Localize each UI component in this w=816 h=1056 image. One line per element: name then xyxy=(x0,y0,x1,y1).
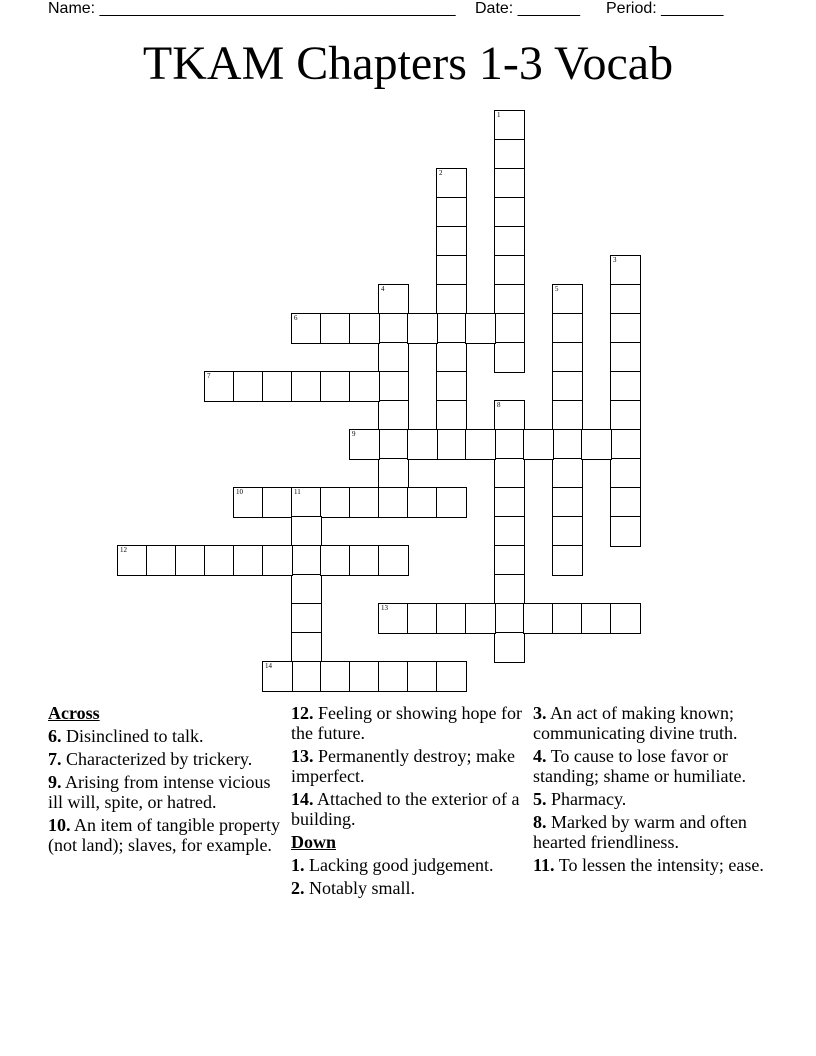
crossword-cell[interactable] xyxy=(378,603,409,634)
clue-across-6 xyxy=(48,726,284,746)
crossword-cell[interactable] xyxy=(291,603,322,634)
crossword-cell[interactable] xyxy=(117,545,148,576)
crossword-cell[interactable] xyxy=(436,197,467,228)
crossword-cell[interactable] xyxy=(204,545,235,576)
crossword-cell[interactable] xyxy=(436,371,467,402)
crossword-cell[interactable] xyxy=(204,371,235,402)
down-heading: Down xyxy=(291,832,337,852)
crossword-cell[interactable] xyxy=(291,574,322,605)
crossword-cell[interactable] xyxy=(465,313,496,344)
crossword-cell[interactable] xyxy=(581,429,612,460)
crossword-cell[interactable] xyxy=(233,545,264,576)
crossword-cell[interactable] xyxy=(291,661,322,692)
name-field[interactable]: Name: ________________________________________ xyxy=(48,0,456,17)
crossword-cell[interactable] xyxy=(378,371,409,402)
crossword-cell[interactable] xyxy=(378,342,409,373)
clue-text: An item of tangible property (not land); slaves, for example. xyxy=(48,815,280,855)
clue-number: 10. xyxy=(48,815,71,835)
cell-number: 5 xyxy=(555,285,559,293)
crossword-cell[interactable] xyxy=(494,168,525,199)
clue-number: 5. xyxy=(533,789,547,809)
crossword-cell[interactable] xyxy=(291,632,322,663)
cell-number: 10 xyxy=(236,488,243,496)
clue-text: Disinclined to talk. xyxy=(66,726,204,746)
crossword-cell[interactable] xyxy=(436,284,467,315)
clue-number: 4. xyxy=(533,746,547,766)
crossword-cell[interactable] xyxy=(610,342,641,373)
crossword-cell[interactable] xyxy=(494,342,525,373)
crossword-cell[interactable] xyxy=(494,429,525,460)
clue-down-4 xyxy=(533,746,773,786)
crossword-cell[interactable] xyxy=(494,545,525,576)
clue-number: 7. xyxy=(48,749,62,769)
clue-number: 1. xyxy=(291,855,305,875)
crossword-cell[interactable] xyxy=(494,574,525,605)
crossword-cell[interactable] xyxy=(436,400,467,431)
crossword-cell[interactable] xyxy=(436,487,467,518)
crossword-cell[interactable] xyxy=(552,516,583,547)
crossword-cell[interactable] xyxy=(378,284,409,315)
crossword-cell[interactable] xyxy=(610,516,641,547)
page-title: TKAM Chapters 1-3 Vocab xyxy=(142,37,674,90)
clue-number: 6. xyxy=(48,726,62,746)
crossword-cell[interactable] xyxy=(610,284,641,315)
crossword-cell[interactable] xyxy=(581,603,612,634)
clue-number: 2. xyxy=(291,878,305,898)
clue-across-12 xyxy=(291,703,527,743)
across-heading: Across xyxy=(48,703,100,723)
crossword-cell[interactable] xyxy=(291,516,322,547)
clue-down-5 xyxy=(533,789,773,809)
crossword-cell[interactable] xyxy=(349,545,380,576)
clue-text: Feeling or showing hope for the future. xyxy=(291,703,522,743)
clue-text: To cause to lose favor or standing; shame or humiliate. xyxy=(533,746,746,786)
crossword-cell[interactable] xyxy=(291,313,322,344)
crossword-cell[interactable] xyxy=(465,603,496,634)
crossword-cell[interactable] xyxy=(494,284,525,315)
crossword-cell[interactable] xyxy=(349,429,380,460)
cell-number: 6 xyxy=(294,314,298,322)
date-field[interactable]: Date: _______ xyxy=(475,0,580,17)
crossword-cell[interactable] xyxy=(320,545,351,576)
crossword-cell[interactable] xyxy=(320,371,351,402)
crossword-cell[interactable] xyxy=(378,313,409,344)
clue-number: 11. xyxy=(533,855,555,875)
cell-number: 1 xyxy=(497,111,501,119)
crossword-cell[interactable] xyxy=(378,661,409,692)
clue-text: To lessen the intensity; ease. xyxy=(558,855,764,875)
crossword-cell[interactable] xyxy=(494,632,525,663)
crossword-cell[interactable] xyxy=(436,429,467,460)
crossword-cell[interactable] xyxy=(407,429,438,460)
crossword-cell[interactable] xyxy=(610,313,641,344)
crossword-cell[interactable] xyxy=(552,603,583,634)
crossword-cell[interactable] xyxy=(233,487,264,518)
crossword-cell[interactable] xyxy=(552,429,583,460)
crossword-cell[interactable] xyxy=(610,458,641,489)
crossword-cell[interactable] xyxy=(378,545,409,576)
clue-down-1 xyxy=(291,855,527,875)
crossword-cell[interactable] xyxy=(262,545,293,576)
crossword-cell[interactable] xyxy=(349,313,380,344)
clue-column-1 xyxy=(48,703,284,858)
crossword-cell[interactable] xyxy=(291,545,322,576)
crossword-cell[interactable] xyxy=(494,226,525,257)
crossword-cell[interactable] xyxy=(610,255,641,286)
crossword-cell[interactable] xyxy=(262,661,293,692)
crossword-cell[interactable] xyxy=(494,603,525,634)
crossword-cell[interactable] xyxy=(610,429,641,460)
cell-number: 4 xyxy=(381,285,385,293)
crossword-cell[interactable] xyxy=(552,371,583,402)
crossword-cell[interactable] xyxy=(291,371,322,402)
crossword-cell[interactable] xyxy=(378,400,409,431)
crossword-cell[interactable] xyxy=(465,429,496,460)
clue-number: 3. xyxy=(533,703,547,723)
crossword-cell[interactable] xyxy=(378,458,409,489)
crossword-cell[interactable] xyxy=(436,342,467,373)
crossword-cell[interactable] xyxy=(494,110,525,141)
crossword-cell[interactable] xyxy=(523,429,554,460)
clue-text: Characterized by trickery. xyxy=(66,749,253,769)
cell-number: 3 xyxy=(613,256,617,264)
crossword-cell[interactable] xyxy=(552,487,583,518)
crossword-cell[interactable] xyxy=(610,487,641,518)
crossword-cell[interactable] xyxy=(552,458,583,489)
clue-text: An act of making known; communicating divine truth. xyxy=(533,703,738,743)
clue-across-10 xyxy=(48,815,284,855)
crossword-cell[interactable] xyxy=(552,400,583,431)
crossword-cell[interactable] xyxy=(494,313,525,344)
crossword-cell[interactable] xyxy=(349,487,380,518)
crossword-cell[interactable] xyxy=(552,313,583,344)
crossword-cell[interactable] xyxy=(407,603,438,634)
crossword-cell[interactable] xyxy=(436,168,467,199)
crossword-cell[interactable] xyxy=(610,371,641,402)
clue-down-11 xyxy=(533,855,773,875)
clue-text: Notably small. xyxy=(309,878,415,898)
crossword-cell[interactable] xyxy=(552,284,583,315)
clue-text: Permanently destroy; make imperfect. xyxy=(291,746,515,786)
clue-number: 9. xyxy=(48,772,62,792)
crossword-cell[interactable] xyxy=(552,342,583,373)
clue-number: 13. xyxy=(291,746,314,766)
crossword-cell[interactable] xyxy=(494,516,525,547)
crossword-cell[interactable] xyxy=(610,603,641,634)
crossword-cell[interactable] xyxy=(349,661,380,692)
crossword-cell[interactable] xyxy=(291,487,322,518)
crossword-cell[interactable] xyxy=(494,139,525,170)
clue-number: 14. xyxy=(291,789,314,809)
crossword-cell[interactable] xyxy=(494,197,525,228)
clue-number: 8. xyxy=(533,812,547,832)
crossword-cell[interactable] xyxy=(378,487,409,518)
crossword-cell[interactable] xyxy=(494,458,525,489)
crossword-cell[interactable] xyxy=(146,545,177,576)
clue-across-14 xyxy=(291,789,527,829)
period-field[interactable]: Period: _______ xyxy=(606,0,724,17)
crossword-cell[interactable] xyxy=(436,661,467,692)
crossword-cell[interactable] xyxy=(262,371,293,402)
crossword-cell[interactable] xyxy=(320,661,351,692)
cell-number: 8 xyxy=(497,401,501,409)
crossword-cell[interactable] xyxy=(552,545,583,576)
clue-across-9 xyxy=(48,772,284,812)
cell-number: 13 xyxy=(381,604,388,612)
crossword-cell[interactable] xyxy=(407,313,438,344)
crossword-cell[interactable] xyxy=(349,371,380,402)
crossword-cell[interactable] xyxy=(407,661,438,692)
clue-text: Lacking good judgement. xyxy=(309,855,494,875)
clue-text: Attached to the exterior of a building. xyxy=(291,789,520,829)
crossword-cell[interactable] xyxy=(175,545,206,576)
crossword-cell[interactable] xyxy=(494,255,525,286)
crossword-cell[interactable] xyxy=(523,603,554,634)
clue-text: Marked by warm and often hearted friendliness. xyxy=(533,812,747,852)
cell-number: 14 xyxy=(265,662,272,670)
crossword-cell[interactable] xyxy=(494,400,525,431)
crossword-cell[interactable] xyxy=(262,487,293,518)
crossword-cell[interactable] xyxy=(233,371,264,402)
cell-number: 2 xyxy=(439,169,443,177)
clue-down-2 xyxy=(291,878,527,898)
crossword-cell[interactable] xyxy=(436,255,467,286)
cell-number: 12 xyxy=(120,546,127,554)
cell-number: 11 xyxy=(294,488,301,496)
clue-across-7 xyxy=(48,749,284,769)
crossword-cell[interactable] xyxy=(494,487,525,518)
cell-number: 7 xyxy=(207,372,211,380)
crossword-cell[interactable] xyxy=(436,313,467,344)
clue-text: Arising from intense vicious ill will, spite, or hatred. xyxy=(48,772,271,812)
clue-across-13 xyxy=(291,746,527,786)
cell-number: 9 xyxy=(352,430,356,438)
crossword-cell[interactable] xyxy=(320,487,351,518)
crossword-cell[interactable] xyxy=(407,487,438,518)
crossword-cell[interactable] xyxy=(320,313,351,344)
crossword-cell[interactable] xyxy=(610,400,641,431)
clue-number: 12. xyxy=(291,703,314,723)
clue-column-2 xyxy=(291,703,527,901)
crossword-cell[interactable] xyxy=(378,429,409,460)
clue-text: Pharmacy. xyxy=(551,789,627,809)
clue-down-3 xyxy=(533,703,773,743)
clue-down-8 xyxy=(533,812,773,852)
clue-column-3 xyxy=(533,703,773,878)
crossword-cell[interactable] xyxy=(436,603,467,634)
crossword-cell[interactable] xyxy=(436,226,467,257)
